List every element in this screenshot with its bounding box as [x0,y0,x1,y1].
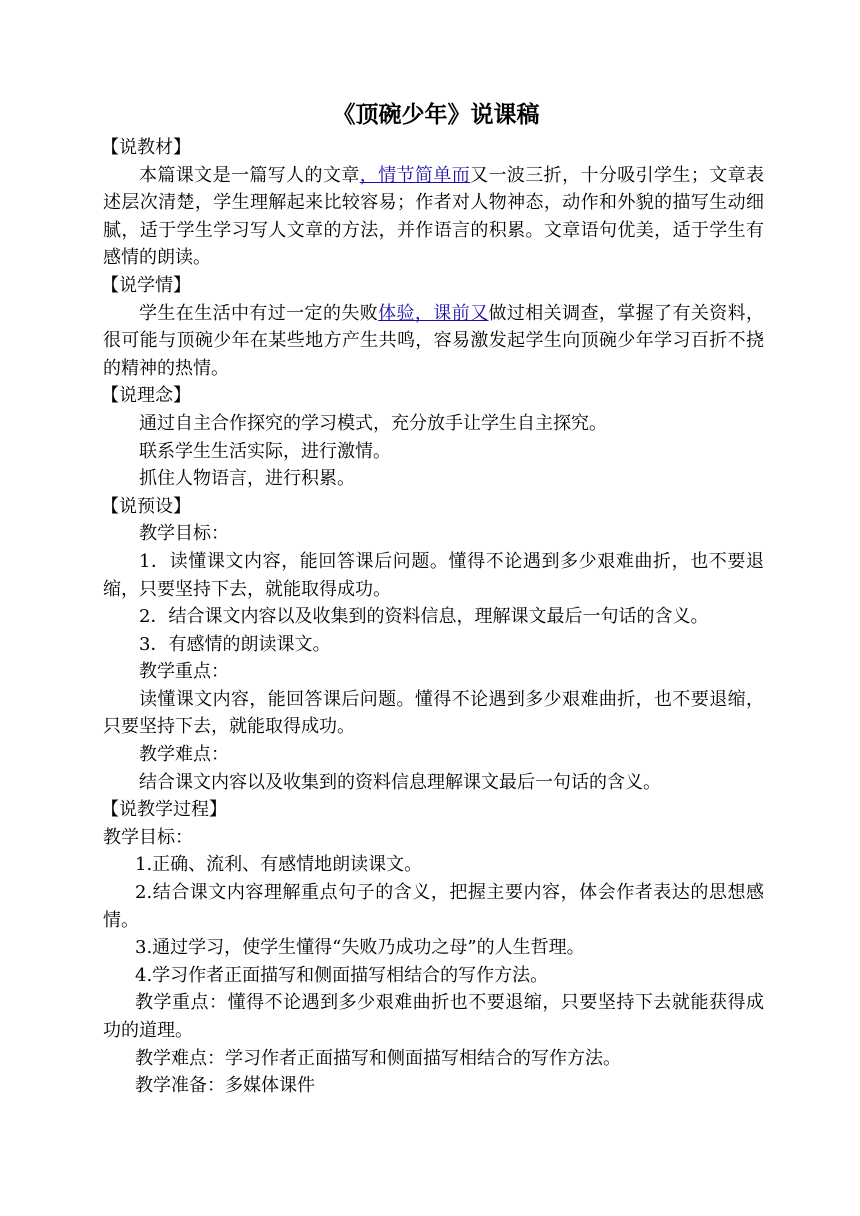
process-goal-4: 4.学习作者正面描写和侧面描写相结合的写作方法。 [135,964,549,986]
section-heading-philosophy: 【说理念】 [101,385,191,407]
process-preparation: 教学准备：多媒体课件 [135,1075,315,1097]
preset-key-heading: 教学重点： [139,661,229,683]
paragraph-teaching-material [103,162,764,272]
text-run: 本篇课文是一篇写人的文章 [139,164,360,186]
philosophy-line-3: 抓住人物语言，进行积累。 [139,468,355,490]
preset-goal-heading: 教学目标： [139,523,229,545]
preset-goal-1: 1．读懂课文内容，能回答课后问题。懂得不论遇到多少艰难曲折，也不要退缩，只要坚持下去，就能取得成功。 [103,550,764,600]
preset-difficulty-text: 结合课文内容以及收集到的资料信息理解课文最后一句话的含义。 [139,771,661,793]
hyperlink[interactable]: ，情节简单而 [359,164,471,186]
section-heading-teaching-material: 【说教材】 [101,137,191,158]
hyperlink[interactable]: 体验，课前又 [378,302,489,324]
text-run: 做过相关调查，掌握了有关资料，很可能与顶碗少年在某些地方产生共鸣，容易激发起学生向顶碗少年学习百折不挠的精神的热情。 [103,302,765,379]
process-goal-3: 3.通过学习，使学生懂得“失败乃成功之母”的人生哲理。 [135,937,585,959]
text-run: 又一波三折，十分吸引学生；文章表述层次清楚，学生理解起来比较容易；作者对人物神态，动作和外貌的描写生动细腻，适于学生学习写人文章的方法，并作语言的积累。文章语句优美，适于学生有感情的朗读。 [103,164,765,269]
section-heading-teaching-process: 【说教学过程】 [101,799,227,821]
paragraph-student-analysis [103,300,764,383]
text-run: 学生在生活中有过一定的失败 [139,302,379,324]
process-key-point: 教学重点：懂得不论遇到多少艰难曲折也不要退缩，只要坚持下去就能获得成功的道理。 [103,992,764,1041]
preset-goal-2: 2．结合课文内容以及收集到的资料信息，理解课文最后一句话的含义。 [139,606,709,628]
process-difficulty: 教学难点：学习作者正面描写和侧面描写相结合的写作方法。 [135,1047,621,1069]
philosophy-line-2: 联系学生生活实际，进行激情。 [139,440,391,462]
preset-difficulty-heading: 教学难点： [139,744,229,766]
document-title: 《顶碗少年》说课稿 [332,102,540,128]
section-heading-preset: 【说预设】 [101,495,191,517]
preset-goal-3: 3．有感情的朗读课文。 [139,633,331,655]
philosophy-line-1: 通过自主合作探究的学习模式，充分放手让学生自主探究。 [139,412,607,434]
preset-key-text: 读懂课文内容，能回答课后问题。懂得不论遇到多少艰难曲折，也不要退缩，只要坚持下去，就能取得成功。 [103,688,764,738]
process-goal-heading: 教学目标： [103,826,193,848]
process-goal-1: 1.正确、流利、有感情地朗读课文。 [135,854,423,876]
section-heading-student-analysis: 【说学情】 [101,274,191,296]
process-goal-2: 2.结合课文内容理解重点句子的含义，把握主要内容，体会作者表达的思想感情。 [103,882,764,931]
